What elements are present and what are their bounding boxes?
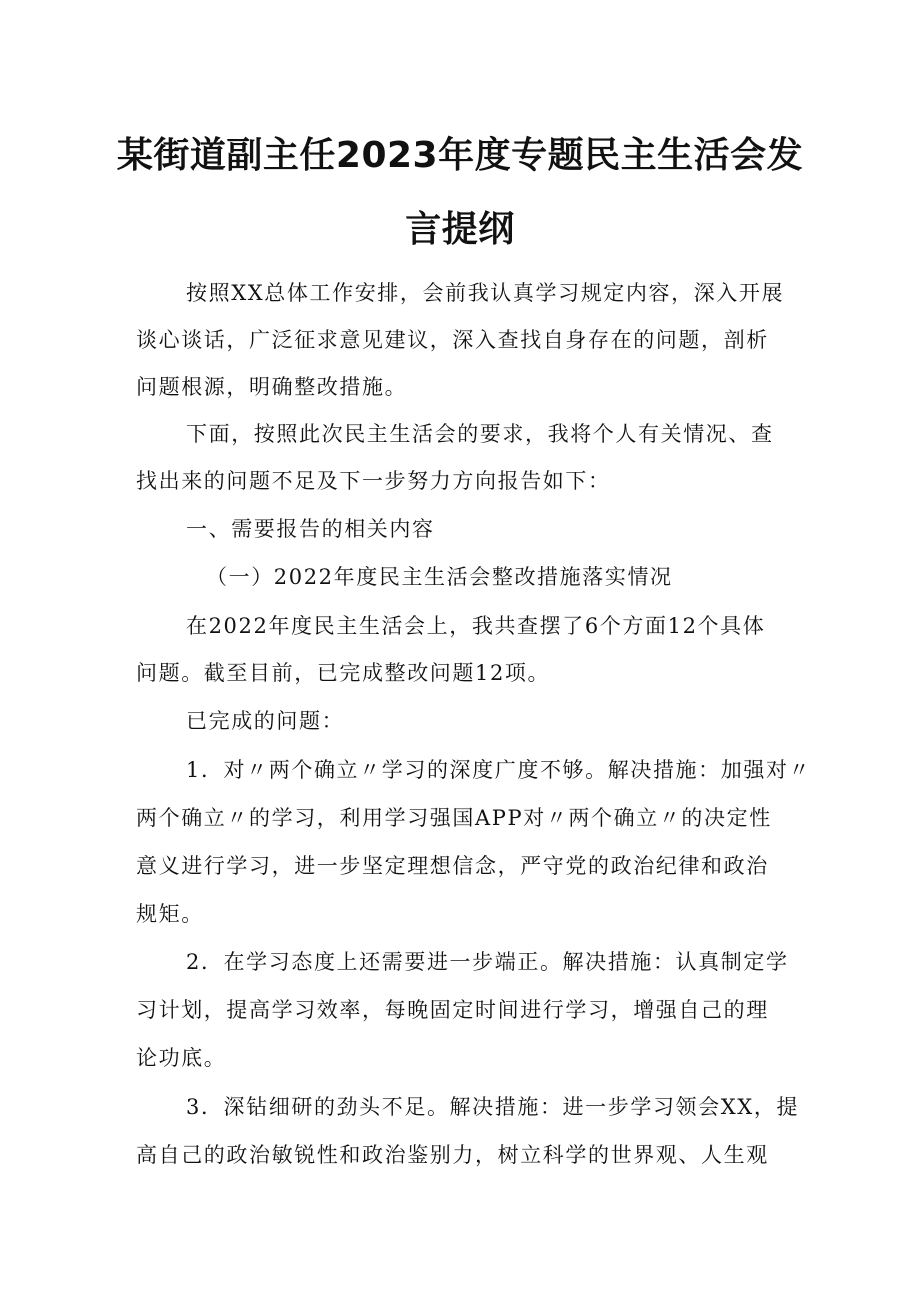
list-item-line: 意义进行学习，进一步坚定理想信念，严守党的政治纪律和政治 — [136, 854, 769, 878]
paragraph-line: 谈心谈话，广泛征求意见建议，深入查找自身存在的问题，剖析 — [136, 328, 769, 352]
list-item-line: 两个确立〃的学习，利用学习强国APP对〃两个确立〃的决定性 — [136, 806, 772, 830]
paragraph-line: 按照XX总体工作安排，会前我认真学习规定内容，深入开展 — [186, 281, 785, 305]
section-heading: 一、需要报告的相关内容 — [186, 517, 435, 541]
paragraph-line: 已完成的问题： — [186, 709, 345, 733]
paragraph-line: 找出来的问题不足及下一步努力方向报告如下： — [136, 469, 611, 493]
list-item-line: 3．深钻细研的劲头不足。解决措施：进一步学习领会XX，提 — [186, 1095, 800, 1119]
paragraph-line: 问题。截至目前，已完成整改问题12项。 — [136, 661, 551, 685]
list-item-line: 习计划，提高学习效率，每晚固定时间进行学习，增强自己的理 — [136, 998, 769, 1022]
paragraph-line: 问题根源，明确整改措施。 — [136, 375, 408, 399]
document-title-line-1: 某街道副主任2023年度专题民主生活会发 — [116, 135, 804, 176]
subsection-heading: （一）2022年度民主生活会整改措施落实情况 — [206, 565, 673, 589]
paragraph-line: 下面，按照此次民主生活会的要求，我将个人有关情况、查 — [186, 422, 774, 446]
list-item-line: 规矩。 — [136, 902, 204, 926]
list-item-line: 2．在学习态度上还需要进一步端正。解决措施：认真制定学 — [186, 950, 789, 974]
list-item-line: 1．对〃两个确立〃学习的深度广度不够。解决措施：加强对〃 — [186, 758, 812, 782]
list-item-line: 论功底。 — [136, 1046, 227, 1070]
paragraph-line: 在2022年度民主生活会上，我共查摆了6个方面12个具体 — [186, 614, 766, 638]
document-title-line-2: 言提纲 — [405, 209, 515, 250]
list-item-line: 高自己的政治敏锐性和政治鉴别力，树立科学的世界观、人生观 — [136, 1143, 769, 1167]
